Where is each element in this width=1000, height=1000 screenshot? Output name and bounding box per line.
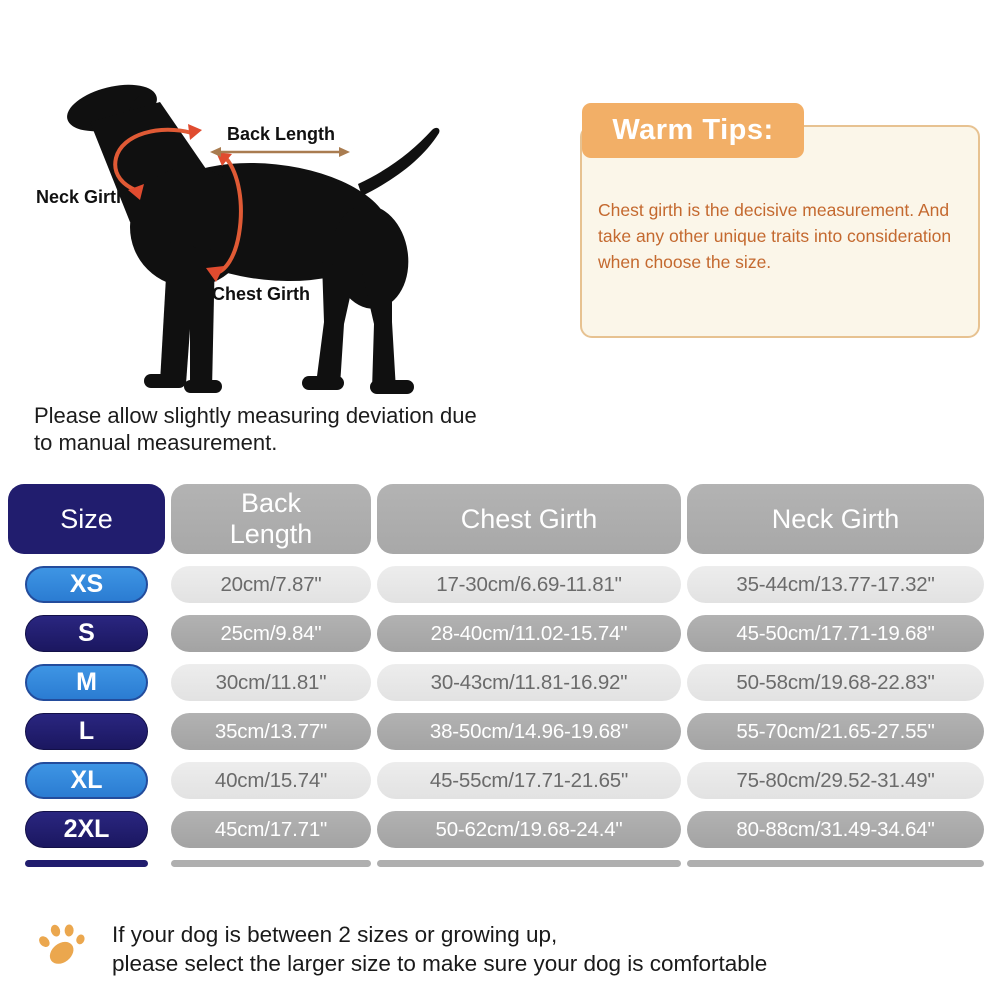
neck-girth-label: Neck Girth <box>36 187 128 207</box>
size-pill-xl: XL <box>25 762 148 799</box>
chest-girth-value-2xl: 50-62cm/19.68-24.4" <box>377 811 681 848</box>
size-pill-2xl: 2XL <box>25 811 148 848</box>
cropped-row-chest-girth-bar <box>377 860 681 867</box>
chest-girth-value-xl: 45-55cm/17.71-21.65" <box>377 762 681 799</box>
paw-icon <box>33 918 93 970</box>
back-length-value-2xl: 45cm/17.71" <box>171 811 371 848</box>
table-header-size: Size <box>8 484 165 554</box>
cropped-row-back-length-bar <box>171 860 371 867</box>
back-length-arrow <box>210 147 350 157</box>
neck-girth-value-s: 45-50cm/17.71-19.68" <box>687 615 984 652</box>
back-length-value-xl: 40cm/15.74" <box>171 762 371 799</box>
chest-girth-value-s: 28-40cm/11.02-15.74" <box>377 615 681 652</box>
warm-tips-title: Warm Tips: <box>582 103 804 158</box>
table-header-chest-girth: Chest Girth <box>377 484 681 554</box>
neck-girth-value-2xl: 80-88cm/31.49-34.64" <box>687 811 984 848</box>
chest-girth-value-m: 30-43cm/11.81-16.92" <box>377 664 681 701</box>
back-length-value-xs: 20cm/7.87" <box>171 566 371 603</box>
size-pill-s: S <box>25 615 148 652</box>
size-pill-xs: XS <box>25 566 148 603</box>
cropped-row-size-bar <box>25 860 148 867</box>
footer-note-line2: please select the larger size to make sure your dog is comfortable <box>112 951 768 977</box>
size-pill-l: L <box>25 713 148 750</box>
chest-girth-value-l: 38-50cm/14.96-19.68" <box>377 713 681 750</box>
warm-tips-body: Chest girth is the decisive measurement. And take any other unique traits into consideration when choose the size. <box>598 200 952 272</box>
dog-measurement-diagram <box>20 72 480 407</box>
table-header-neck-girth: Neck Girth <box>687 484 984 554</box>
neck-arc-arrowhead-top <box>188 124 202 140</box>
chest-girth-label: Chest Girth <box>212 284 311 304</box>
back-length-value-l: 35cm/13.77" <box>171 713 371 750</box>
measuring-deviation-note: Please allow slightly measuring deviation due to manual measurement. <box>34 403 477 455</box>
size-pill-m: M <box>25 664 148 701</box>
neck-girth-value-l: 55-70cm/21.65-27.55" <box>687 713 984 750</box>
neck-girth-value-xs: 35-44cm/13.77-17.32" <box>687 566 984 603</box>
size-table <box>8 484 985 867</box>
footer-note <box>112 920 972 979</box>
cropped-row-neck-girth-bar <box>687 860 984 867</box>
back-length-value-m: 30cm/11.81" <box>171 664 371 701</box>
neck-girth-value-xl: 75-80cm/29.52-31.49" <box>687 762 984 799</box>
back-length-label: Back Length <box>226 124 336 144</box>
table-header-back-length-label: Back Length <box>229 487 313 549</box>
table-header-back-length <box>171 484 371 554</box>
chest-girth-value-xs: 17-30cm/6.69-11.81" <box>377 566 681 603</box>
back-length-value-s: 25cm/9.84" <box>171 615 371 652</box>
neck-girth-value-m: 50-58cm/19.68-22.83" <box>687 664 984 701</box>
footer-note-line1: If your dog is between 2 sizes or growing up, <box>112 922 558 947</box>
